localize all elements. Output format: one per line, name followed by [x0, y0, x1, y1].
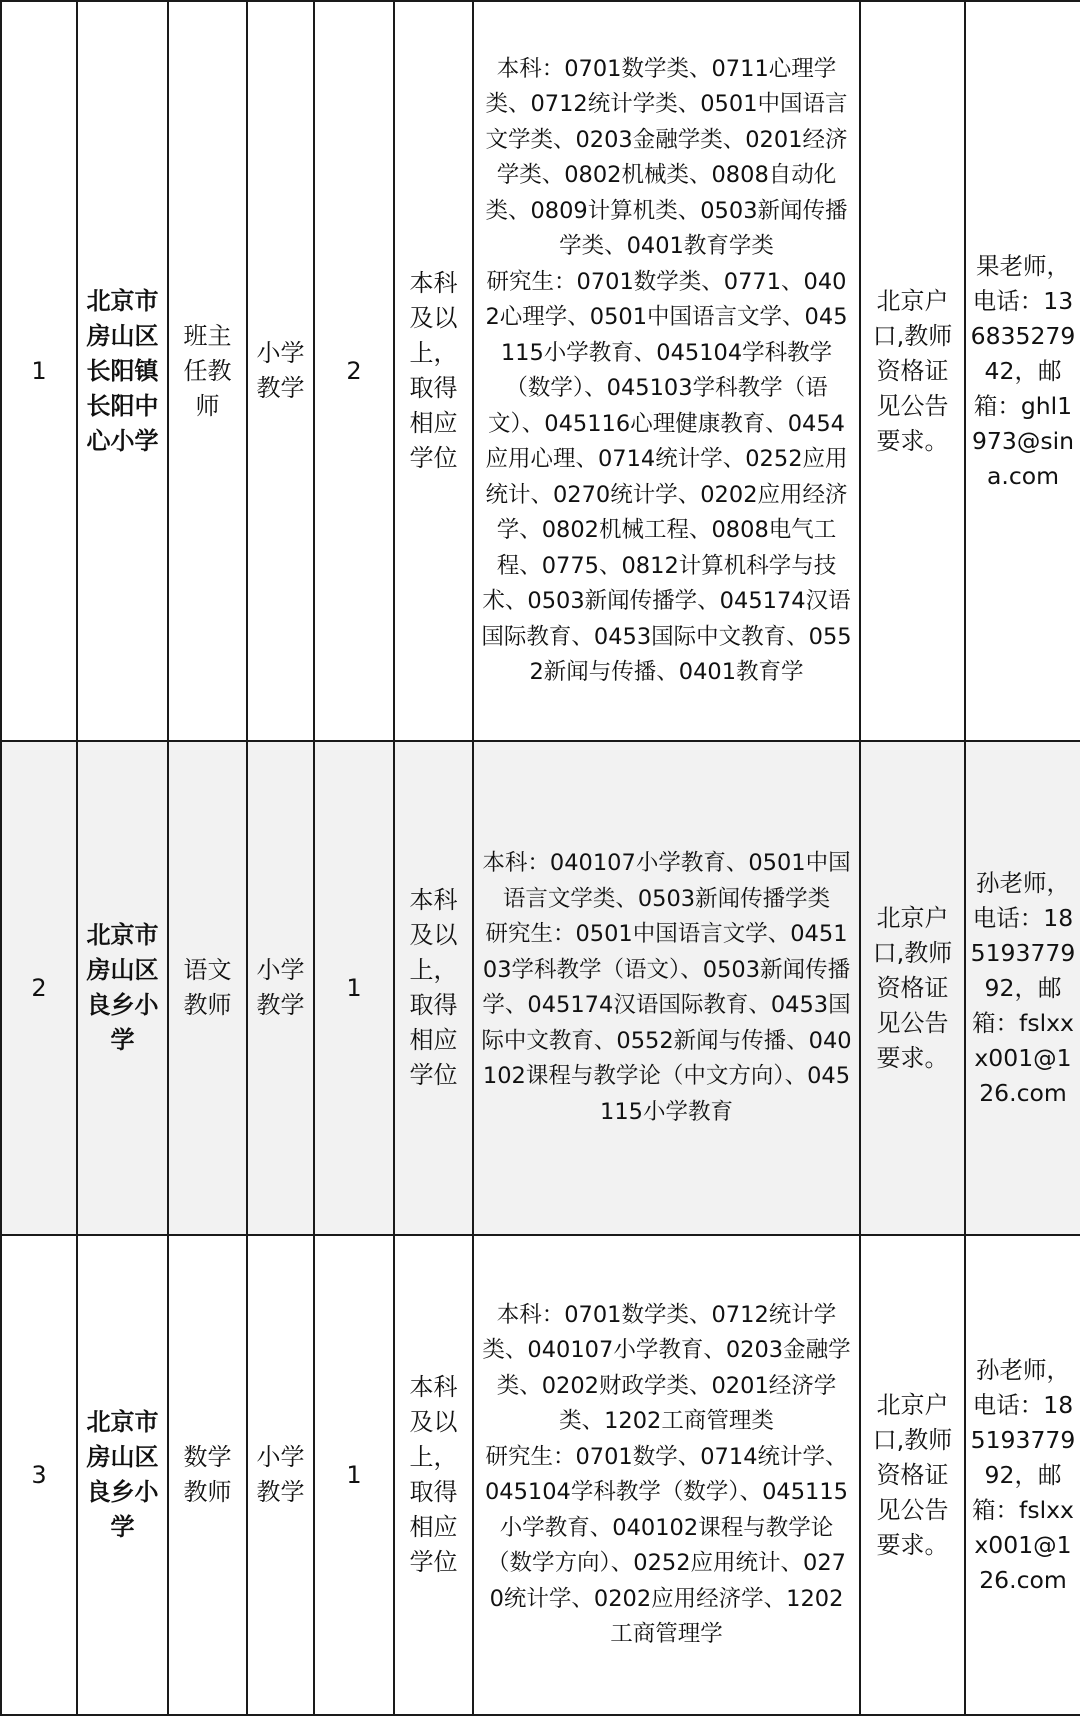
major-grad: 研究生：0701数学类、0771、0402心理学、0501中国语言文学、045115小学教育、045104学科教学（数学）、045103学科教学（语文）、045116心理健康教育、0454应用心理、0714统计学、0252应用统计、0270统计学、0202应用经济学、0802机械工程、0808电气工程、0775、0812计算机科学与技术、0503新闻传播学、045174汉语国际教育、0453国际中文教育、0552新闻与传播、0401教育学	[481, 268, 852, 685]
degree-requirement: 本科及以上，取得相应学位	[394, 1235, 473, 1715]
major-undergrad: 本科：0701数学类、0712统计学类、040107小学教育、0203金融学类、0202财政学类、0201经济学类、1202工商管理类	[482, 1301, 851, 1434]
other-requirement: 北京户口,教师资格证见公告要求。	[860, 741, 965, 1235]
row-index: 2	[1, 741, 77, 1235]
hire-count: 1	[314, 741, 394, 1235]
table-row	[1, 1, 1080, 741]
position-name: 班主任教师	[168, 1, 247, 741]
school-name: 北京市房山区良乡小学	[77, 741, 168, 1235]
school-name: 北京市房山区长阳镇长阳中心小学	[77, 1, 168, 741]
subject-name: 小学教学	[247, 1235, 314, 1715]
row-index: 3	[1, 1235, 77, 1715]
major-undergrad: 本科：040107小学教育、0501中国语言文学类、0503新闻传播学类	[482, 850, 851, 912]
major-undergrad: 本科：0701数学类、0711心理学类、0712统计学类、0501中国语言文学类、0203金融学类、0201经济学类、0802机械类、0808自动化类、0809计算机类、0503新闻传播学类、0401教育学类	[485, 55, 848, 259]
subject-name: 小学教学	[247, 1, 314, 741]
degree-requirement: 本科及以上，取得相应学位	[394, 741, 473, 1235]
row-index: 1	[1, 1, 77, 741]
major-grad: 研究生：0501中国语言文学、045103学科教学（语文）、0503新闻传播学、045174汉语国际教育、0453国际中文教育、0552新闻与传播、040102课程与教学论（中文方向）、045115小学教育	[481, 921, 852, 1125]
major-requirement	[473, 1235, 860, 1715]
contact-info: 果老师，电话：13683527942，邮箱：ghl1973@sina.com	[965, 1, 1080, 741]
position-name: 数学教师	[168, 1235, 247, 1715]
major-grad: 研究生：0701数学、0714统计学、045104学科教学（数学）、045115小学教育、040102课程与教学论（数学方向）、0252应用统计、0270统计学、0202应用经济学、1202工商管理学	[484, 1443, 849, 1647]
other-requirement: 北京户口,教师资格证见公告要求。	[860, 1235, 965, 1715]
contact-info: 孙老师，电话：18519377992，邮箱：fslxxx001@126.com	[965, 1235, 1080, 1715]
major-requirement	[473, 741, 860, 1235]
major-requirement	[473, 1, 860, 741]
table-row	[1, 1235, 1080, 1715]
table-row	[1, 741, 1080, 1235]
degree-requirement: 本科及以上，取得相应学位	[394, 1, 473, 741]
school-name: 北京市房山区良乡小学	[77, 1235, 168, 1715]
contact-info: 孙老师，电话：18519377992，邮箱：fslxxx001@126.com	[965, 741, 1080, 1235]
position-name: 语文教师	[168, 741, 247, 1235]
hire-count: 2	[314, 1, 394, 741]
subject-name: 小学教学	[247, 741, 314, 1235]
other-requirement: 北京户口,教师资格证见公告要求。	[860, 1, 965, 741]
hire-count: 1	[314, 1235, 394, 1715]
